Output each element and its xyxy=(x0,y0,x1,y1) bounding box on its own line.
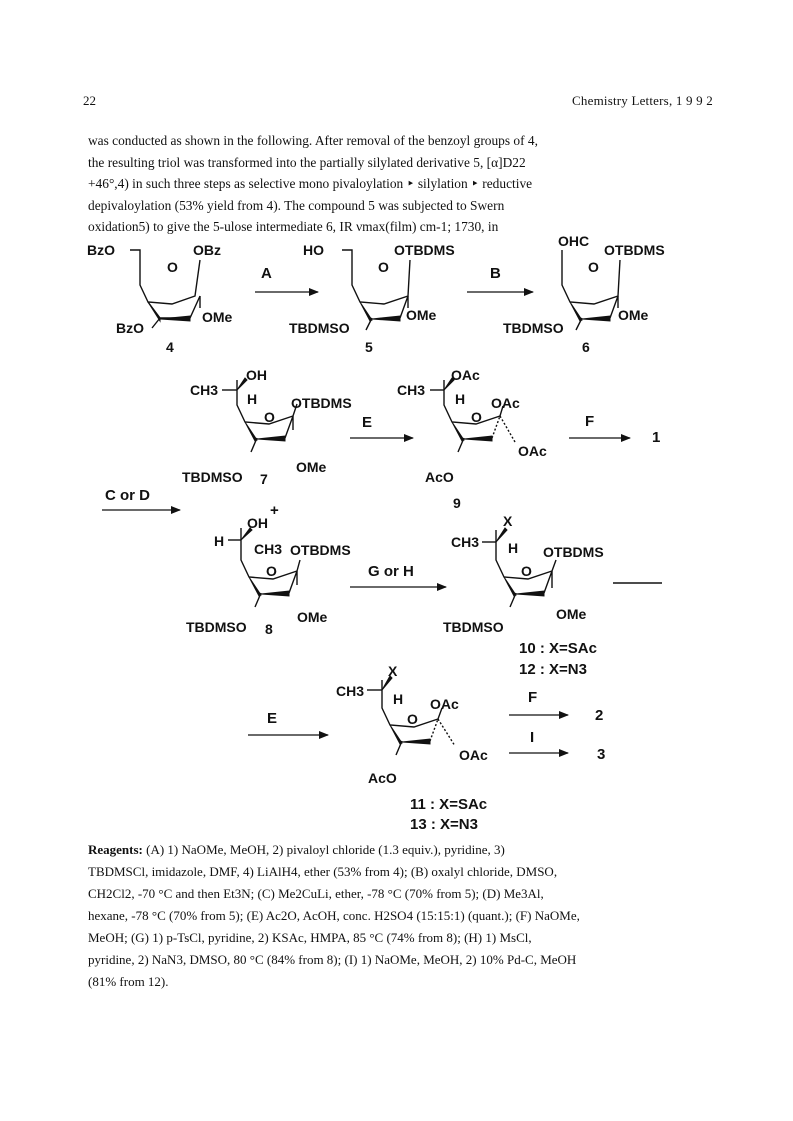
body-line: oxidation5) to give the 5-ulose intermediate 6, IR νmax(film) cm-1; 1730, in xyxy=(88,219,499,234)
substituent: OAc xyxy=(451,367,480,383)
substituent: BzO xyxy=(87,242,115,258)
ring-oxygen: O xyxy=(407,711,418,727)
substituent: TBDMSO xyxy=(182,469,243,485)
substituent: OMe xyxy=(297,609,328,625)
compound-6 xyxy=(503,233,665,355)
compound-9 xyxy=(397,367,547,511)
compound-label: 12 : X=N3 xyxy=(519,661,587,678)
reagent-label: E xyxy=(362,414,373,431)
substituent: H xyxy=(393,691,404,707)
compound-label: 13 : X=N3 xyxy=(410,816,478,830)
compound-label: 8 xyxy=(265,621,273,637)
journal-header: Chemistry Letters, 1 9 9 2 xyxy=(572,93,713,108)
ring-oxygen: O xyxy=(266,563,277,579)
compound-label: 7 xyxy=(260,471,268,487)
compound-label: 5 xyxy=(365,339,373,355)
product-label: 3 xyxy=(597,746,606,763)
reagents-heading: Reagents: xyxy=(88,842,143,857)
reaction-scheme xyxy=(0,230,793,830)
body-line: was conducted as shown in the following. After removal of the benzoyl groups of 4, xyxy=(88,133,538,148)
reagent-label: F xyxy=(528,689,538,706)
ring-oxygen: O xyxy=(521,563,532,579)
substituent: CH3 xyxy=(336,683,365,699)
ring-oxygen: O xyxy=(167,259,178,275)
reagents-line: (81% from 12). xyxy=(88,974,169,989)
reagents-line xyxy=(88,839,708,861)
ring-oxygen: O xyxy=(588,259,599,275)
substituent: H xyxy=(508,540,519,556)
substituent: H xyxy=(247,391,258,407)
substituent: OTBDMS xyxy=(543,544,604,560)
substituent: OMe xyxy=(296,459,327,475)
product-label: 1 xyxy=(652,429,661,446)
substituent: OTBDMS xyxy=(290,542,351,558)
arrow-g-or-h xyxy=(350,563,446,587)
substituent: HO xyxy=(303,242,324,258)
substituent: AcO xyxy=(368,770,397,786)
substituent: TBDMSO xyxy=(443,619,504,635)
substituent: OBz xyxy=(193,242,221,258)
arrow-b xyxy=(467,265,533,292)
substituent: BzO xyxy=(116,320,144,336)
compound-label: 9 xyxy=(453,495,461,511)
substituent: X xyxy=(503,513,513,529)
arrow-e xyxy=(350,414,413,438)
page-number: 22 xyxy=(83,93,96,108)
substituent: OAc xyxy=(459,747,488,763)
plus-sign: + xyxy=(270,502,279,519)
product-label: 2 xyxy=(595,707,604,724)
substituent: X xyxy=(388,663,398,679)
compound-label: 4 xyxy=(166,339,174,355)
reagents-line: MeOH; (G) 1) p-TsCl, pyridine, 2) KSAc, HMPA, 85 °C (74% from 8); (H) 1) MsCl, xyxy=(88,930,532,945)
reagents-line: pyridine, 2) NaN3, DMSO, 80 °C (84% from 8); (I) 1) NaOMe, MeOH, 2) 10% Pd-C, MeOH xyxy=(88,952,577,967)
substituent: OAc xyxy=(430,696,459,712)
ring-oxygen: O xyxy=(378,259,389,275)
substituent: OTBDMS xyxy=(291,395,352,411)
compound-label: 10 : X=SAc xyxy=(519,640,597,657)
compound-10-12 xyxy=(443,513,662,678)
substituent: OMe xyxy=(202,309,233,325)
substituent: OTBDMS xyxy=(394,242,455,258)
substituent: OAc xyxy=(491,395,520,411)
reagents-caption xyxy=(88,839,708,993)
arrow-e xyxy=(248,710,328,735)
arrow-f xyxy=(569,413,660,446)
arrow-a xyxy=(255,265,318,292)
substituent: OAc xyxy=(518,443,547,459)
substituent: OMe xyxy=(618,307,649,323)
ring-oxygen: O xyxy=(471,409,482,425)
reagent-label: B xyxy=(490,265,501,282)
compound-label: 11 : X=SAc xyxy=(410,796,488,813)
reagent-label: E xyxy=(267,710,278,727)
body-line: the resulting triol was transformed into the partially silylated derivative 5, [α]D22 xyxy=(88,154,526,170)
substituent: OMe xyxy=(556,606,587,622)
reagents-text: (A) 1) NaOMe, MeOH, 2) pivaloyl chloride (1.3 equiv.), pyridine, 3) xyxy=(142,842,505,857)
body-line: depivaloylation (53% yield from 4). The compound 5 was subjected to Swern xyxy=(88,197,505,213)
substituent: OTBDMS xyxy=(604,242,665,258)
substituent: CH3 xyxy=(190,382,219,398)
compound-11-13 xyxy=(336,663,488,830)
substituent: OH xyxy=(247,515,268,531)
substituent: TBDMSO xyxy=(289,320,350,336)
reagent-label: F xyxy=(585,413,595,430)
arrow-f xyxy=(509,689,603,724)
substituent: AcO xyxy=(425,469,454,485)
substituent: OH xyxy=(246,367,267,383)
body-line: +46°,4) in such three steps as selective mono pivaloylation ‣ silylation ‣ reductive xyxy=(88,176,533,191)
reagent-label: I xyxy=(530,729,535,746)
substituent: OHC xyxy=(558,233,590,249)
substituent: H xyxy=(214,533,225,549)
reagent-label: A xyxy=(261,265,272,282)
substituent: TBDMSO xyxy=(503,320,564,336)
substituent: TBDMSO xyxy=(186,619,247,635)
reagents-line: CH2Cl2, -70 °C and then Et3N; (C) Me2CuLi, ether, -78 °C (70% from 5); (D) Me3Al, xyxy=(88,886,544,901)
substituent: H xyxy=(455,391,466,407)
compound-label: 6 xyxy=(582,339,590,355)
reagent-label: C or D xyxy=(105,487,150,504)
reagents-line: hexane, -78 °C (70% from 5); (E) Ac2O, AcOH, conc. H2SO4 (15:15:1) (quant.); (F) NaOMe, xyxy=(88,908,580,923)
arrow-i xyxy=(509,729,605,763)
compound-7 xyxy=(182,367,352,487)
substituent: CH3 xyxy=(397,382,426,398)
compound-8 xyxy=(186,515,351,637)
reagents-line: TBDMSCl, imidazole, DMF, 4) LiAlH4, ether (53% from 4); (B) oxalyl chloride, DMSO, xyxy=(88,864,558,879)
substituent: CH3 xyxy=(254,541,283,557)
substituent: CH3 xyxy=(451,534,480,550)
reagent-label: G or H xyxy=(368,563,414,580)
ring-oxygen: O xyxy=(264,409,275,425)
substituent: OMe xyxy=(406,307,437,323)
compound-5 xyxy=(289,242,455,355)
compound-4 xyxy=(87,242,233,355)
body-paragraph xyxy=(88,130,706,238)
